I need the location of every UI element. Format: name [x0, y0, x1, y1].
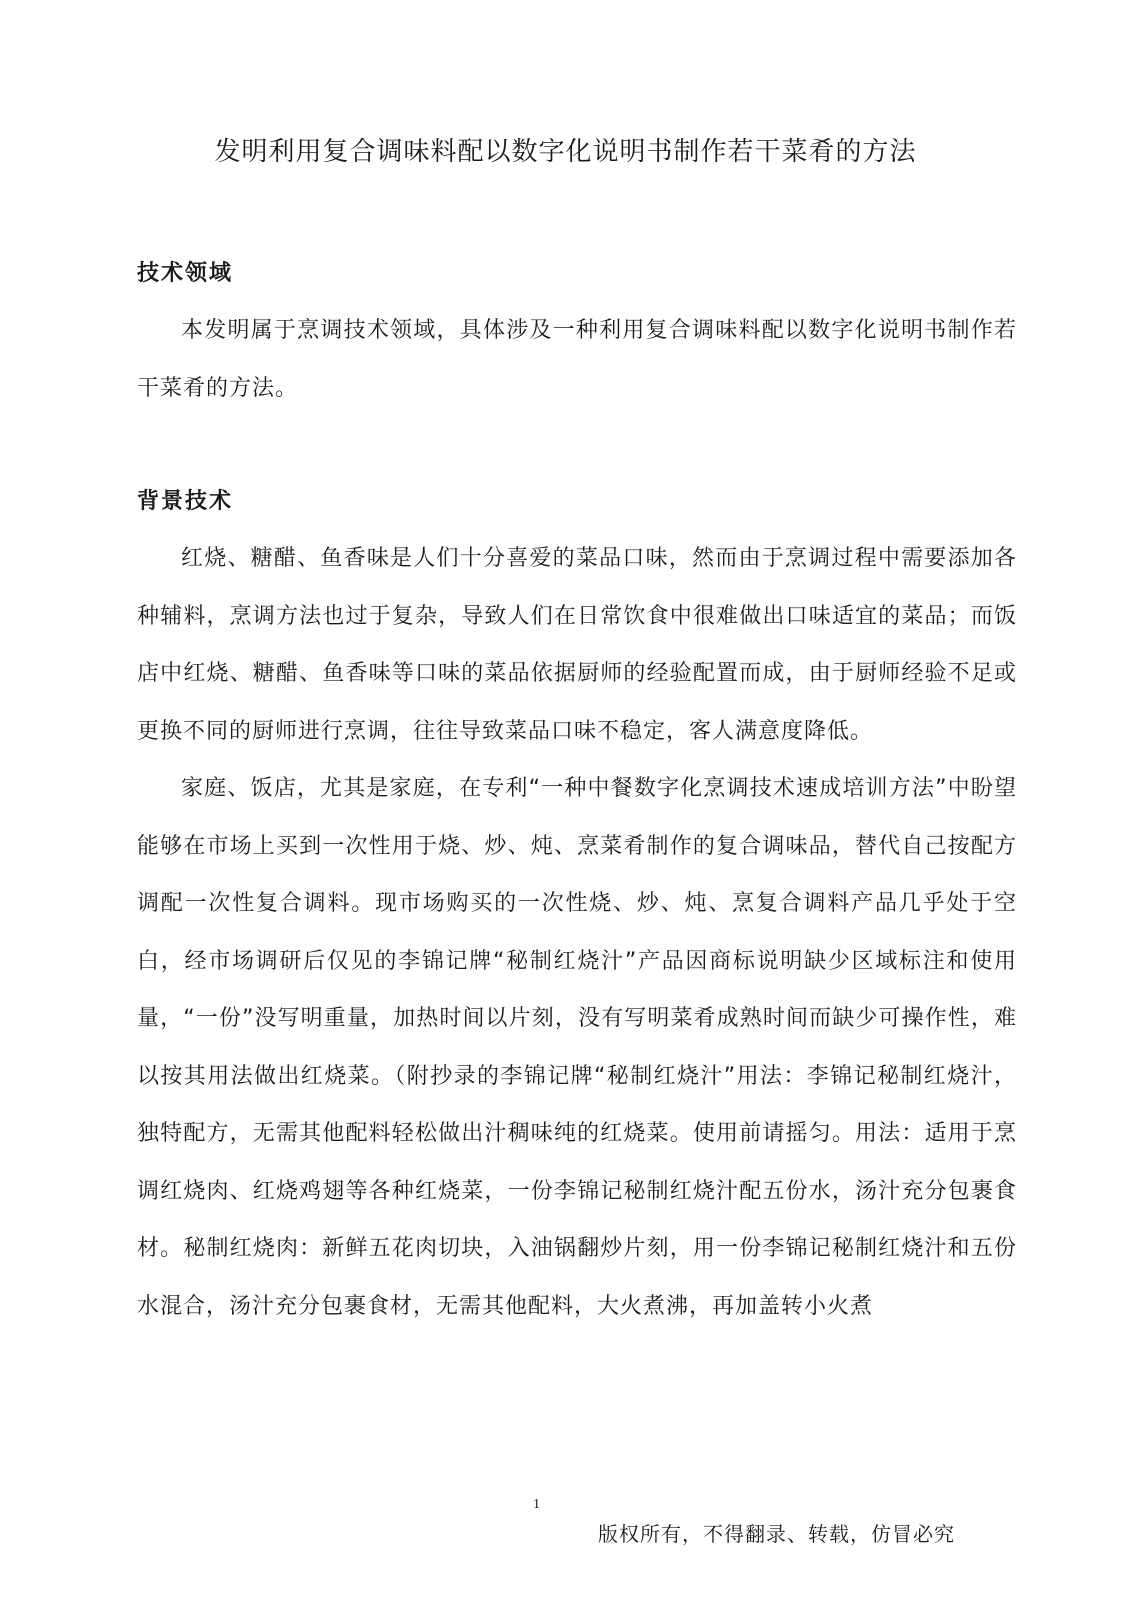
paragraph: 本发明属于烹调技术领域，具体涉及一种利用复合调味料配以数字化说明书制作若干菜肴的方法。: [137, 318, 1017, 401]
document-title: 发明利用复合调味料配以数字化说明书制作若干菜肴的方法: [214, 137, 917, 167]
section-heading: 技术领域: [137, 261, 234, 286]
paragraph: 红烧、糖醋、鱼香味是人们十分喜爱的菜品口味，然而由于烹调过程中需要添加各种辅料，烹调方法也过于复杂，导致人们在日常饮食中很难做出口味适宜的菜品；而饭店中红烧、糖醋、鱼香味等口味的菜品依据厨师的经验配置而成，由于厨师经验不足或更换不同的厨师进行烹调，往往导致菜品口味不稳定，客人满意度降低。: [137, 546, 1017, 744]
paragraph: 家庭、饭店，尤其是家庭，在专利“一种中餐数字化烹调技术速成培训方法”中盼望能够在市场上买到一次性用于烧、炒、炖、烹菜肴制作的复合调味品，替代自己按配方调配一次性复合调料。现市场购买的一次性烧、炒、炖、烹复合调料产品几乎处于空白，经市场调研后仅见的李锦记牌“秘制红烧汁”产品因商标说明缺少区域标注和使用量，“一份”没写明重量，加热时间以片刻，没有写明菜肴成熟时间而缺少可操作性，难以按其用法做出红烧菜。（附抄录的李锦记牌“秘制红烧汁”用法：李锦记秘制红烧汁，独特配方，无需其他配料轻松做出汁稠味纯的红烧菜。使用前请摇匀。用法：适用于烹调红烧肉、红烧鸡翅等各种红烧菜，一份李锦记秘制红烧汁配五份水，汤汁充分包裹食材。秘制红烧肉：新鲜五花肉切块，入油锅翻炒片刻，用一份李锦记秘制红烧汁和五份水混合，汤汁充分包裹食材，无需其他配料，大火煮沸，再加盖转小火煮: [137, 776, 1017, 1319]
copyright-notice: 版权所有，不得翻录、转载，仿冒必究: [598, 1522, 955, 1546]
page-number: 1: [533, 1497, 540, 1512]
section-background: [137, 482, 1017, 1335]
section-technical-field: [137, 254, 1017, 417]
section-heading: 背景技术: [137, 489, 234, 514]
